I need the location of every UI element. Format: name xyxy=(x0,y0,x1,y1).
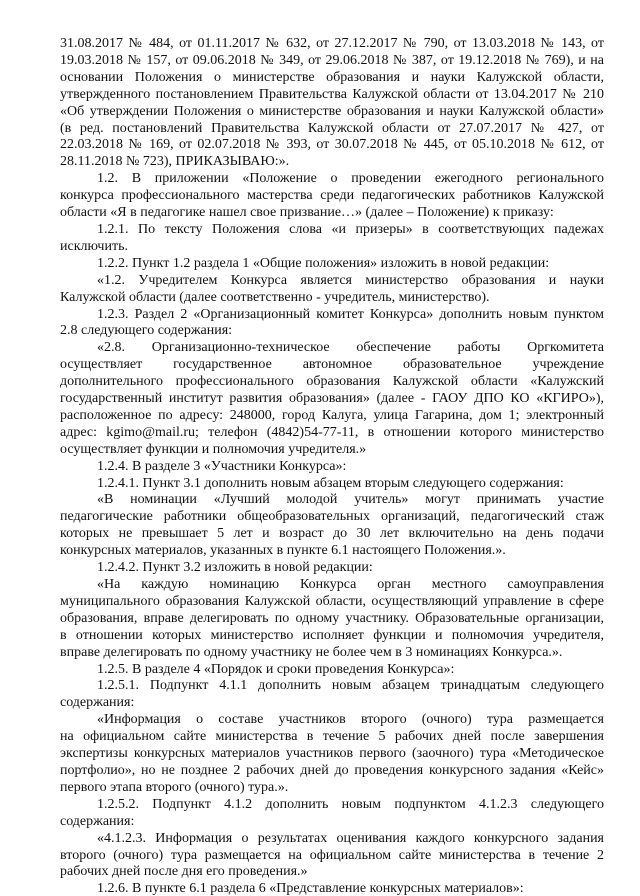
paragraph-item-1-2-1 xyxy=(60,222,604,256)
text-line: образования, вправе делегировать по одному участнику. Образовательные организации, xyxy=(60,610,604,626)
text-line: 19.03.2018 № 157, от 09.06.2018 № 349, от 29.06.2018 № 387, от 19.12.2018 № 769), и на xyxy=(60,52,604,68)
text-line: «1.2. Учредителем Конкурса является министерство образования и науки xyxy=(97,272,604,288)
text-line: в отношении которых министерство исполняет функции и полномочия учредителя, xyxy=(60,627,604,643)
paragraph-item-1-2-4-1 xyxy=(60,476,604,493)
text-line: первого этапа второго (очного) тура.». xyxy=(60,779,289,795)
text-line: 1.2.4.1. Пункт 3.1 дополнить новым абзацем вторым следующего содержания: xyxy=(97,475,564,491)
text-line: которых не превышает 5 лет и возраст до 30 лет включительно на день подачи xyxy=(60,526,604,542)
paragraph-order-basis xyxy=(60,36,604,171)
text-line: 2.8 следующего содержания: xyxy=(60,323,233,339)
text-line: педагогические работники общеобразовательных организаций, педагогический стаж xyxy=(60,509,604,525)
text-line: вправе делегировать по одному участнику не более чем в 3 номинациях Конкурса.». xyxy=(60,644,563,660)
text-line: дополнительного профессионального образования Калужской области «Калужский xyxy=(60,374,604,390)
paragraph-quote-1-2 xyxy=(60,273,604,307)
text-line: муниципального образования Калужской области, осуществляющий управление в сфере xyxy=(60,593,604,609)
paragraph-quote-3-1 xyxy=(60,492,604,560)
paragraph-item-1-2-4 xyxy=(60,459,604,476)
paragraph-item-1-2-5 xyxy=(60,662,604,679)
paragraph-item-1-2-5-2 xyxy=(60,797,604,831)
text-line: 1.2.5. В разделе 4 «Порядок и сроки проведения Конкурса»: xyxy=(97,661,455,677)
text-line: рабочих дней после дня его проведения.» xyxy=(60,864,308,880)
text-line: утвержденного постановлением Правительства Калужской области от 13.04.2017 № 210 xyxy=(60,86,604,102)
text-line: содержания: xyxy=(60,695,135,711)
paragraph-item-1-2-3 xyxy=(60,307,604,341)
text-line: содержания: xyxy=(60,813,135,829)
text-line: осуществляет государственное автономное образовательное учреждение xyxy=(60,357,604,373)
text-line: экспертизы конкурсных материалов участников первого (заочного) тура «Методическое xyxy=(60,746,604,762)
text-line: «В номинации «Лучший молодой учитель» могут принимать участие xyxy=(97,492,604,508)
paragraph-quote-4-1-2-3 xyxy=(60,831,604,882)
text-line: 28.11.2018 № 723), ПРИКАЗЫВАЮ:». xyxy=(60,154,290,170)
text-line: расположенное по адресу: 248000, город Калуга, улица Гагарина, дом 1; электронный xyxy=(60,407,604,423)
paragraph-item-1-2 xyxy=(60,171,604,222)
text-line: исключить. xyxy=(60,238,128,254)
text-line: 31.08.2017 № 484, от 01.11.2017 № 632, от 27.12.2017 № 790, от 13.03.2018 № 143, от xyxy=(60,36,604,51)
text-line: 1.2. В приложении «Положение о проведении ежегодного регионального xyxy=(97,171,604,187)
text-line: Калужской области (далее соответственно - учредитель, министерство). xyxy=(60,289,490,305)
text-line: 1.2.1. По тексту Положения слова «и призеры» в соответствующих падежах xyxy=(97,221,604,237)
text-line: (в ред. постановлений Правительства Калужской области от 27.07.2017 № 427, от xyxy=(60,120,604,136)
text-line: на официальном сайте министерства в течение 5 рабочих дней после завершения xyxy=(60,729,604,745)
text-line: адрес: kgimo@mail.ru; телефон (4842)54-77-11, в отношении которого министерство xyxy=(60,424,604,440)
paragraph-item-1-2-4-2 xyxy=(60,560,604,577)
text-line: «Об утверждении Положения о министерстве образования и науки Калужской области» xyxy=(60,103,604,119)
paragraph-quote-4-1-1 xyxy=(60,712,604,797)
text-line: 1.2.5.1. Подпункт 4.1.1 дополнить новым абзацем тринадцатым следующего xyxy=(97,678,604,694)
text-line: «4.1.2.3. Информация о результатах оценивания каждого конкурсного задания xyxy=(97,830,604,846)
text-line: 22.03.2018 № 169, от 02.07.2018 № 393, от 30.07.2018 № 445, от 05.10.2018 № 612, от xyxy=(60,137,604,153)
paragraph-item-1-2-6 xyxy=(60,881,604,896)
text-line: 1.2.4.2. Пункт 3.2 изложить в новой редакции: xyxy=(97,560,373,576)
paragraph-quote-2-8 xyxy=(60,340,604,458)
text-line: второго (очного) тура размещается на официальном сайте министерства в течение 2 xyxy=(60,847,604,863)
text-line: 1.2.4. В разделе 3 «Участники Конкурса»: xyxy=(97,458,347,474)
text-line: «На каждую номинацию Конкурса орган местного самоуправления xyxy=(97,577,604,592)
text-line: 1.2.2. Пункт 1.2 раздела 1 «Общие положения» изложить в новой редакции: xyxy=(97,255,550,271)
document-body xyxy=(60,36,604,896)
text-line: области «Я в педагогике нашел свое призвание…» (далее – Положение) к приказу: xyxy=(60,205,554,221)
text-line: 1.2.6. В пункте 6.1 раздела 6 «Представление конкурсных материалов»: xyxy=(97,881,524,896)
text-line: конкурса профессионального мастерства среди педагогических работников Калужской xyxy=(60,188,604,204)
text-line: основании Положения о министерстве образования и науки Калужской области, xyxy=(60,69,604,85)
paragraph-item-1-2-5-1 xyxy=(60,678,604,712)
text-line: 1.2.3. Раздел 2 «Организационный комитет Конкурса» дополнить новым пунктом xyxy=(97,306,604,322)
text-line: «Информация о составе участников второго (очного) тура размещается xyxy=(97,712,604,728)
paragraph-quote-3-2 xyxy=(60,577,604,662)
text-line: портфолио», но не позднее 2 рабочих дней до проведения конкурсного задания «Кейс» xyxy=(60,762,604,778)
text-line: 1.2.5.2. Подпункт 4.1.2 дополнить новым подпунктом 4.1.2.3 следующего xyxy=(97,796,604,812)
paragraph-item-1-2-2 xyxy=(60,256,604,273)
text-line: государственный институт развития образования» (далее - ГАОУ ДПО КО «КГИРО»), xyxy=(60,391,604,407)
text-line: конкурсных материалов, указанных в пункте 6.1 настоящего Положения.». xyxy=(60,543,506,559)
text-line: «2.8. Организационно-техническое обеспечение работы Оргкомитета xyxy=(97,340,604,356)
text-line: осуществляет функции и полномочия учредителя.» xyxy=(60,441,367,457)
